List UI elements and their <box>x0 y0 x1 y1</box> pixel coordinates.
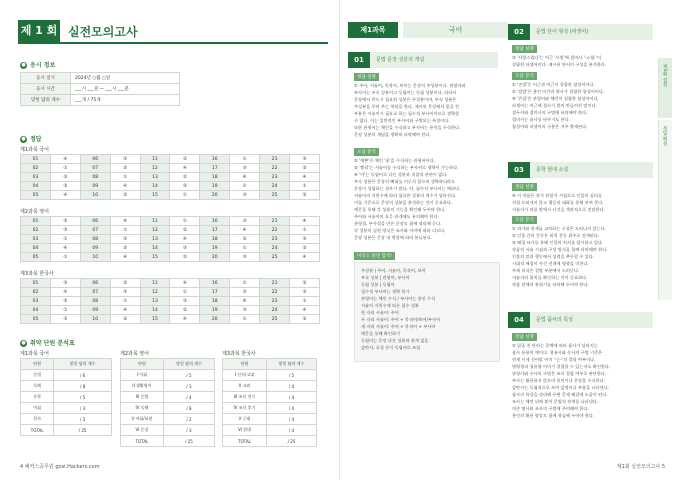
score-cell: / 6 <box>54 370 112 381</box>
explanation-text-02: ③ '사랑스럽다'는 어근 '사랑'에 접미사 '-스럽-'이 결합한 파생어이다. 제시된 단어의 구성을 분석한다. <box>512 55 607 67</box>
question-number: 16 <box>200 155 230 164</box>
unit-name: V 근대 <box>223 414 267 425</box>
score-cell: / 2 <box>163 414 214 425</box>
question-number: 23 <box>260 235 290 244</box>
answer-mark: ① <box>50 235 80 244</box>
table-row <box>21 370 112 381</box>
answer-mark: ① <box>50 164 80 173</box>
table-row <box>121 381 215 392</box>
table-row <box>121 392 215 403</box>
question-number: 23 <box>260 297 290 306</box>
tag-note: 이것도 알면 합격! <box>354 252 395 260</box>
wrong-analysis-text: ② '예쁜'은 체언 '꽃'을 수식하는 관형어이다. ③ '빨리'는 서술어를 수식하는 부사어로 생략이 가능하다. ④ '아'는 독립어로 다른 성분과 직접적 관련이 없다. 부속 성분은 문장의 뼈대를 이루지 않으며 생략하더라도 문장이 성립하는 경우가 많다. 단, 필수적 부사어는 예외다. 서술어의 자릿수에 따라 필요한 성분의 개수가 달라진다. 이를 기준으로 문장의 성분을 분석하는 것이 중요하다. 예문을 통해 각 성분의 기능을 확인해 두어야 한다. 주어와 서술어의 호응 관계에도 유의해야 한다. 관형절, 부사절을 안은 문장도 함께 정리해 둔다. 각 성분의 실현 방식은 조사와 어미에 따라 다르다. 문장 성분은 문장 내 역할에 따라 분류된다. <box>354 158 461 240</box>
answer-mark: ② <box>290 191 320 200</box>
answer-mark: ② <box>50 297 80 306</box>
answer-mark: ② <box>50 217 80 226</box>
mini-title-1: 제1과목 국어 <box>20 351 49 357</box>
answer-mark: ① <box>170 217 200 226</box>
answer-table-3 <box>20 278 320 324</box>
unit-name: 한자 <box>21 414 54 425</box>
tag-wrong: 오답 분석 <box>354 148 379 156</box>
answer-mark: ① <box>110 297 140 306</box>
question-number: 04 <box>21 182 51 191</box>
question-number: 03 <box>21 297 51 306</box>
question-number: 12 <box>140 164 170 173</box>
table-row <box>21 244 320 253</box>
question-number: 03 <box>21 173 51 182</box>
question-number: 10 <box>80 315 110 324</box>
question-number: 02 <box>21 226 51 235</box>
section-dot-icon: ● <box>21 136 26 142</box>
answer-mark: ④ <box>50 244 80 253</box>
weakness-table-2 <box>120 358 215 447</box>
table-row <box>21 288 320 297</box>
answer-mark: ③ <box>170 182 200 191</box>
section-answers: ● 정답 <box>21 136 42 143</box>
column-header: 맞힌 답의 개수 <box>266 359 316 370</box>
unit-name: I 선사/고대 <box>223 370 267 381</box>
answer-mark: ① <box>230 155 260 164</box>
answer-mark: ① <box>290 182 320 191</box>
question-number: 08 <box>80 235 110 244</box>
answer-mark: ④ <box>110 253 140 262</box>
question-number: 15 <box>140 315 170 324</box>
question-number: 02 <box>21 164 51 173</box>
unit-name: 독해 <box>21 381 54 392</box>
table-row <box>223 370 317 381</box>
table-row <box>21 182 320 191</box>
question-number: 06 <box>80 155 110 164</box>
answer-mark: ③ <box>170 297 200 306</box>
answer-mark: ① <box>230 182 260 191</box>
answer-mark: ③ <box>230 191 260 200</box>
question-number: 10 <box>80 253 110 262</box>
question-number: 03 <box>21 235 51 244</box>
page-title: 실전모의고사 <box>68 25 138 39</box>
question-number: 25 <box>260 191 290 200</box>
question-number: 13 <box>140 235 170 244</box>
question-number: 17 <box>200 226 230 235</box>
unit-name: 어휘 <box>21 403 54 414</box>
unit-name: TOTAL <box>223 436 267 447</box>
question-number: 10 <box>80 191 110 200</box>
question-number: 20 <box>200 315 230 324</box>
question-number: 20 <box>200 191 230 200</box>
answer-mark: ③ <box>230 217 260 226</box>
question-number: 05 <box>21 253 51 262</box>
answer-mark: ④ <box>290 173 320 182</box>
subject-header <box>348 22 508 38</box>
column-header: 단원 <box>121 359 164 370</box>
answer-mark: ① <box>50 306 80 315</box>
answer-mark: ④ <box>50 288 80 297</box>
unit-name: III 조선 전기 <box>223 392 267 403</box>
mini-title-3: 제3과목 한국사 <box>222 351 256 357</box>
table-row <box>21 403 112 414</box>
question-number: 11 <box>140 279 170 288</box>
question-number: 24 <box>260 244 290 253</box>
table-row: 응시 시간 ___시 ___분 ~ ___시 ___분 <box>21 84 180 95</box>
table-row <box>121 370 215 381</box>
right-footer: 제1회 실전모의고사 5 <box>616 464 665 470</box>
question-number: 17 <box>200 288 230 297</box>
table-row <box>21 392 112 403</box>
answer-mark: ① <box>110 173 140 182</box>
question-header-01: 01 문법 문장 성분의 개념 <box>348 52 498 68</box>
question-number: 07 <box>80 288 110 297</box>
header-rule <box>18 42 328 44</box>
question-number: 07 <box>80 226 110 235</box>
answer-mark: ③ <box>110 288 140 297</box>
table-row <box>21 425 112 436</box>
score-cell: / 8 <box>163 403 214 414</box>
explanation-text-03: ④ 이 작품은 작가 관찰자 시점으로 인물의 심리를 직접 드러내지 않고 행동과 대화를 통해 보여 준다. 서술자가 작품 밖에서 사건을 객관적으로 전달한다. <box>512 193 605 212</box>
table-row <box>21 191 320 200</box>
unit-name: IV 독해 <box>121 403 164 414</box>
question-number: 06 <box>80 279 110 288</box>
score-cell: / 4 <box>266 381 316 392</box>
unit-name: 문법 <box>21 370 54 381</box>
weakness-table-1 <box>20 358 112 436</box>
answer-mark: ④ <box>170 164 200 173</box>
answer-mark: ① <box>50 253 80 262</box>
answer-mark: ④ <box>290 217 320 226</box>
question-number: 04 <box>21 244 51 253</box>
question-number: 01 <box>21 217 51 226</box>
question-number: 13 <box>140 173 170 182</box>
question-number: 22 <box>260 164 290 173</box>
table-row <box>21 297 320 306</box>
score-cell: / 5 <box>163 370 214 381</box>
column-header: 맞힌 답의 개수 <box>163 359 214 370</box>
unit-name: VI 문장 <box>121 425 164 436</box>
left-header <box>18 20 328 42</box>
note-table: 주성분 | 주어, 서술어, 목적어, 보어 부속 성분 | 관형어, 부사어 독립 성분 | 독립어 필수적 부사어는 생략 불가 관형어는 체언 수식 / 부사어는 용언 수식 서술어 자릿수에 따른 필수 성분 한 자리 서술어: 주어 두 자리 서술어: 주어 + 목적어/보어/부사어 세 자리 서술어: 주어 + 목적어 + 부사어 예문을 통해 확인하기 독립어는 문장 다른 성분과 관계 없음 감탄사, 호칭 등이 독립어로 쓰임 <box>354 262 500 362</box>
table-row <box>223 392 317 403</box>
answer-mark: ③ <box>290 155 320 164</box>
question-number: 08 <box>80 173 110 182</box>
question-number: 13 <box>140 297 170 306</box>
question-number: 24 <box>260 182 290 191</box>
question-number: 09 <box>80 182 110 191</box>
answer-mark: ③ <box>290 235 320 244</box>
question-header-03: 03 문학 현대 소설 <box>508 162 653 178</box>
answer-mark: ② <box>290 164 320 173</box>
question-number: 05 <box>21 191 51 200</box>
question-number: 19 <box>200 306 230 315</box>
question-number: 14 <box>140 244 170 253</box>
table-row <box>21 315 320 324</box>
answer-mark: ④ <box>290 306 320 315</box>
section-exam-info: ● 응시 정보 <box>21 62 56 69</box>
score-cell: / 25 <box>54 425 112 436</box>
unit-name: TOTAL <box>121 436 164 447</box>
answer-mark: ② <box>290 279 320 288</box>
side-tab-active[interactable]: 제1회 실전 <box>658 58 672 118</box>
table-row <box>223 414 317 425</box>
table-row <box>121 425 215 436</box>
question-number: 09 <box>80 306 110 315</box>
answer-mark: ④ <box>50 155 80 164</box>
answer-mark: ② <box>170 155 200 164</box>
question-number: 15 <box>140 191 170 200</box>
question-number: 04 <box>21 306 51 315</box>
answer-mark: ③ <box>230 253 260 262</box>
answer-mark: ② <box>230 235 260 244</box>
question-number: 14 <box>140 182 170 191</box>
table-row <box>21 381 112 392</box>
table-row <box>21 217 320 226</box>
question-number: 18 <box>200 235 230 244</box>
side-tab[interactable]: 정답·해설 <box>658 120 672 300</box>
tag-answer: 정답 설명 <box>512 45 537 53</box>
answer-mark: ③ <box>50 279 80 288</box>
subject-tab: 제1과목 <box>348 22 398 38</box>
wrong-analysis-text-03: ① 과거와 현재를 교차하는 구성은 드러나지 않는다. ② 인물 간의 갈등은 외적 갈등 위주로 전개된다. ③ 배경 묘사를 통해 인물의 처지를 암시하고 있다. 작품의 서술 시점과 구성 방식을 함께 파악해야 한다. 인물의 말과 행동에서 성격을 추론할 수 있다. 시대적 배경이 사건 전개에 영향을 미친다. 주제 의식은 결말 부분에서 드러난다. 서술자의 위치를 확인하는 것이 중요하다. 작품 전체의 분위기를 파악해 두어야 한다. <box>512 226 608 287</box>
unit-name: TOTAL <box>21 425 54 436</box>
table-row <box>223 403 317 414</box>
question-number: 19 <box>200 182 230 191</box>
answer-mark: ① <box>230 279 260 288</box>
answer-mark: ③ <box>50 315 80 324</box>
score-cell: / 3 <box>54 414 112 425</box>
answer-mark: ③ <box>110 155 140 164</box>
answers-subject-2: 제2과목 영어 <box>20 209 49 215</box>
table-header-row <box>121 359 215 370</box>
question-number: 05 <box>21 315 51 324</box>
explanation-text: ① 주어, 서술어, 목적어, 보어는 문장의 주성분이다. 관형어와 부사어는 부속 성분이고 독립어는 독립 성분이다. 따라서 문장에서 반드시 필요한 성분은 주성분이며, 부속 성분은 주성분을 꾸며 주는 역할을 한다. 제시된 문장에서 밑줄 친 부분은 서술어가 필요로 하는 필수적 부사어이므로 생략할 수 없다. 이는 일반적인 부사어와 구별되는 특징이다. 또한 관형어는 체언을 수식하고 부사어는 용언을 수식한다. 문장 성분의 개념을 정확히 파악해야 한다. <box>354 83 466 137</box>
column-header: 단원 <box>223 359 267 370</box>
table-row <box>21 414 112 425</box>
table-row: 맞힌 답의 개수 ___개 / 75개 <box>21 95 180 106</box>
answer-mark: ④ <box>110 306 140 315</box>
answer-mark: ④ <box>230 173 260 182</box>
answer-mark: ② <box>290 244 320 253</box>
answer-mark: ① <box>230 244 260 253</box>
question-number: 17 <box>200 164 230 173</box>
table-row <box>223 436 317 447</box>
answer-mark: ③ <box>230 164 260 173</box>
score-cell: / 3 <box>54 403 112 414</box>
score-cell: / 4 <box>266 425 316 436</box>
answer-mark: ④ <box>170 315 200 324</box>
table-row <box>21 173 320 182</box>
answer-mark: ④ <box>230 226 260 235</box>
unit-name: V 어휘/표현 <box>121 414 164 425</box>
answer-mark: ④ <box>50 191 80 200</box>
question-number: 22 <box>260 288 290 297</box>
question-number: 12 <box>140 288 170 297</box>
score-cell: / 4 <box>266 414 316 425</box>
answer-mark: ① <box>290 297 320 306</box>
table-row <box>121 436 215 447</box>
score-cell: / 4 <box>163 392 214 403</box>
table-row <box>21 164 320 173</box>
score-cell: / 3 <box>163 425 214 436</box>
answers-subject-1: 제1과목 국어 <box>20 147 49 153</box>
question-number: 20 <box>200 253 230 262</box>
answer-mark: ② <box>230 288 260 297</box>
tag-wrong: 오답 분석 <box>512 216 537 224</box>
answers-subject-3: 제3과목 한국사 <box>20 271 54 277</box>
table-row <box>121 403 215 414</box>
answer-mark: ② <box>170 253 200 262</box>
table-row <box>223 381 317 392</box>
answer-mark: ③ <box>110 235 140 244</box>
answer-mark: ① <box>110 226 140 235</box>
score-cell: / 8 <box>54 381 112 392</box>
question-number: 14 <box>140 306 170 315</box>
section-dot-icon: ● <box>21 340 26 346</box>
section-weakness: ● 취약 단원 분석표 <box>21 340 75 347</box>
answer-mark: ② <box>110 279 140 288</box>
table-row <box>121 414 215 425</box>
answer-mark: ④ <box>230 297 260 306</box>
score-cell: / 4 <box>266 403 316 414</box>
answer-mark: ② <box>110 315 140 324</box>
table-header-row <box>21 359 112 370</box>
answer-mark: ② <box>50 182 80 191</box>
score-cell: / 25 <box>266 436 316 447</box>
question-number: 24 <box>260 306 290 315</box>
exam-info-table <box>20 72 180 106</box>
question-number: 12 <box>140 226 170 235</box>
question-number: 01 <box>21 279 51 288</box>
answer-mark: ③ <box>170 244 200 253</box>
answer-mark: ② <box>170 173 200 182</box>
table-row <box>223 425 317 436</box>
unit-name: 문학 <box>21 392 54 403</box>
question-number: 25 <box>260 315 290 324</box>
question-number: 16 <box>200 217 230 226</box>
score-cell: / 3 <box>163 381 214 392</box>
table-row <box>21 306 320 315</box>
right-page <box>340 0 679 480</box>
answer-mark: ④ <box>170 279 200 288</box>
wrong-analysis-text-02: ① '손발'은 어근과 어근이 결합한 합성어이다. ② '덮밥'은 용언 어간과 명사가 결합한 합성어이다. ④ '큰집'은 관형어와 체언이 결합한 합성어이다. 파생어는 어근에 접사가 붙어 만들어진 말이다. 접두사와 접미사의 구별에 유의해야 한다. 접미사는 품사를 바꾸기도 한다. 합성어와 파생어의 구분은 자주 출제된다. <box>512 82 605 129</box>
score-cell: / 25 <box>163 436 214 447</box>
unit-name: IV 조선 후기 <box>223 403 267 414</box>
mini-title-2: 제2과목 영어 <box>120 351 149 357</box>
answer-table-1 <box>20 154 320 200</box>
question-number: 21 <box>260 155 290 164</box>
round-badge: 제 1 회 <box>18 20 60 42</box>
score-cell: / 5 <box>54 392 112 403</box>
table-row <box>21 235 320 244</box>
question-number: 11 <box>140 155 170 164</box>
question-number: 11 <box>140 217 170 226</box>
question-number: 18 <box>200 173 230 182</box>
score-cell: / 4 <box>266 392 316 403</box>
answer-mark: ① <box>170 288 200 297</box>
unit-name: II 생활영어 <box>121 381 164 392</box>
score-cell: / 5 <box>266 370 316 381</box>
question-number: 06 <box>80 217 110 226</box>
answer-mark: ② <box>110 191 140 200</box>
tag-answer: 정답 설명 <box>512 333 537 341</box>
weakness-table-3 <box>222 358 317 447</box>
question-number: 23 <box>260 173 290 182</box>
table-row <box>21 226 320 235</box>
column-header: 맞힌 답의 개수 <box>54 359 112 370</box>
question-number: 01 <box>21 155 51 164</box>
table-row <box>21 155 320 164</box>
question-number: 09 <box>80 244 110 253</box>
explanation-text-04: ② 밑줄 친 단어는 문맥에 따라 품사가 달라지는 품사 통용의 예이다. 형용사와 동사의 구별 기준은 현재 시제 선어말 어미 '-는-'의 결합 여부이다. 명령형과 청유형 어미가 결합할 수 있는지도 확인한다. 관형사와 수사의 구별은 조사 결합 여부로 판단한다. 부사는 활용하지 않으며 용언이나 문장을 수식한다. 감탄사는 독립적으로 쓰여 감정이나 부름을 나타낸다. 품사의 특성을 정리해 두면 문제 해결에 도움이 된다. 조사는 체언 뒤에 붙어 문법적 관계를 나타낸다. 의존 명사와 조사의 구별에 주의해야 한다. 용언의 활용 양상도 함께 학습해 두어야 한다. <box>512 343 611 418</box>
answer-table-2 <box>20 216 320 262</box>
answer-mark: ④ <box>110 217 140 226</box>
answer-mark: ④ <box>170 235 200 244</box>
answer-mark: ② <box>290 315 320 324</box>
column-header: 단원 <box>21 359 54 370</box>
tag-answer: 정답 설명 <box>354 73 379 81</box>
table-row <box>21 279 320 288</box>
question-header-04: 04 문법 품사의 특성 <box>508 312 653 328</box>
answer-mark: ③ <box>50 226 80 235</box>
answer-mark: ② <box>170 226 200 235</box>
chapter-side-tab[interactable] <box>658 58 672 458</box>
unit-name: III 문법 <box>121 392 164 403</box>
tag-answer: 정답 설명 <box>512 183 537 191</box>
question-number: 22 <box>260 226 290 235</box>
answer-mark: ③ <box>50 173 80 182</box>
tag-wrong: 오답 분석 <box>512 72 537 80</box>
question-number: 18 <box>200 297 230 306</box>
answer-mark: ③ <box>230 306 260 315</box>
question-number: 21 <box>260 217 290 226</box>
answer-mark: ① <box>170 191 200 200</box>
question-number: 08 <box>80 297 110 306</box>
answer-mark: ① <box>230 315 260 324</box>
unit-name: II 고려 <box>223 381 267 392</box>
question-number: 19 <box>200 244 230 253</box>
answer-mark: ③ <box>290 288 320 297</box>
unit-name: VI 현대 <box>223 425 267 436</box>
answer-mark: ④ <box>110 182 140 191</box>
section-dot-icon: ● <box>21 62 26 68</box>
answer-mark: ② <box>110 244 140 253</box>
question-number: 25 <box>260 253 290 262</box>
table-row <box>21 253 320 262</box>
table-header-row <box>223 359 317 370</box>
unit-name: I 어휘 <box>121 370 164 381</box>
answer-mark: ② <box>170 306 200 315</box>
table-row: 응시 일시 2024년 ○월 ○일 <box>21 73 180 84</box>
question-number: 07 <box>80 164 110 173</box>
answer-mark: ① <box>290 226 320 235</box>
question-number: 16 <box>200 279 230 288</box>
question-number: 21 <box>260 279 290 288</box>
question-number: 15 <box>140 253 170 262</box>
left-footer: 4 해커스공무원 gosi.Hackers.com <box>20 464 100 470</box>
answer-mark: ④ <box>290 253 320 262</box>
subject-name: 국어 <box>403 22 508 38</box>
answer-mark: ② <box>110 164 140 173</box>
question-number: 02 <box>21 288 51 297</box>
question-header-02: 02 문법 단어 형성 (파생어) <box>508 24 653 40</box>
